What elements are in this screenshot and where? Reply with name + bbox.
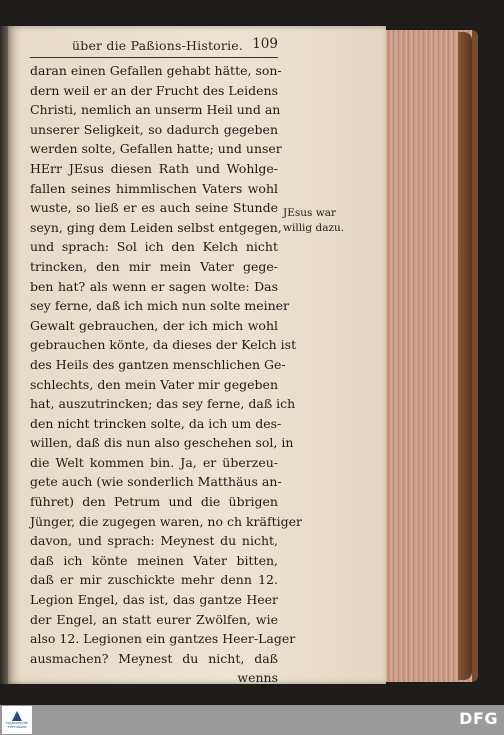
- text-line: willen, daß dis nun also geschehen sol, in: [30, 435, 294, 451]
- text-line: des Heils des gantzen menschlichen Ge-: [30, 356, 286, 372]
- body-text: [30, 61, 303, 688]
- text-line: dern weil er an der Frucht des Leidens: [30, 82, 278, 98]
- text-line: die Welt kommen bin. Ja, er überzeu-: [30, 454, 278, 470]
- text-line: der Engel, an statt eurer Zwölfen, wie: [30, 611, 278, 627]
- text-line: also 12. Legionen ein gantzes Heer-Lager: [30, 631, 296, 647]
- text-line: HErr JEsus diesen Rath und Wohlge-: [30, 160, 278, 176]
- viewer-footer-bar: [0, 705, 504, 735]
- text-line: fallen seines himmlischen Vaters wohl: [30, 180, 278, 196]
- book-cover-edge: [458, 32, 472, 680]
- text-line: gete auch (wie sonderlich Matthäus an-: [30, 474, 282, 490]
- text-line: sey ferne, daß ich mich nun solte meiner: [30, 298, 290, 314]
- text-line: Christi, nemlich an unserm Heil und an: [30, 102, 281, 118]
- text-line: gebrauchen könte, da dieses der Kelch ist: [30, 337, 297, 353]
- text-line: werden solte, Gefallen hatte; und unser: [30, 141, 282, 157]
- text-line: Gewalt gebrauchen, der ich mich wohl: [30, 317, 278, 333]
- library-logo-icon: [12, 711, 22, 721]
- text-line: wuste, so ließ er es auch seine Stunde: [30, 200, 278, 216]
- text-line: führet) den Petrum und die übrigen: [30, 494, 278, 510]
- text-line: Jünger, die zugegen waren, no ch kräftiger: [30, 513, 303, 529]
- text-line: daß er mir zuschickte mehr denn 12.: [30, 572, 278, 588]
- text-line: trincken, den mir mein Vater gege-: [30, 258, 278, 274]
- header-rule: [30, 57, 278, 58]
- text-line: Legion Engel, das ist, das gantze Heer: [30, 592, 278, 608]
- text-line: schlechts, den mein Vater mir gegeben: [30, 376, 278, 392]
- dfg-logo[interactable]: DFG: [459, 709, 498, 728]
- text-line: hat, auszutrincken; das sey ferne, daß ich: [30, 396, 296, 412]
- text-line: ausmachen? Meynest du nicht, daß: [30, 650, 278, 666]
- page-number: 109: [252, 36, 278, 52]
- text-line: und sprach: Sol ich den Kelch nicht: [30, 239, 278, 255]
- text-line: davon, und sprach: Meynest du nicht,: [30, 533, 278, 549]
- text-line: wenns: [237, 670, 278, 686]
- text-line: ben hat? als wenn er sagen wolte: Das: [30, 278, 278, 294]
- margin-note: [283, 206, 353, 236]
- margin-note-line: willig dazu.: [283, 222, 345, 234]
- page-header: [30, 36, 278, 56]
- text-line: unserer Seligkeit, so dadurch gegeben: [30, 121, 278, 137]
- running-head: über die Paßions-Historie.: [72, 38, 244, 53]
- text-line: daran einen Gefallen gehabt hätte, son-: [30, 63, 282, 78]
- margin-note-line: JEsus war: [283, 207, 337, 219]
- library-logo-text: FRANCKESCHE STIFTUNGEN: [5, 721, 29, 729]
- text-line: den nicht trincken solte, da ich um des-: [30, 415, 282, 431]
- text-line: daß ich könte meinen Vater bitten,: [30, 552, 278, 568]
- text-line: seyn, ging dem Leiden selbst entgegen,: [30, 219, 282, 235]
- library-logo[interactable]: [2, 706, 32, 734]
